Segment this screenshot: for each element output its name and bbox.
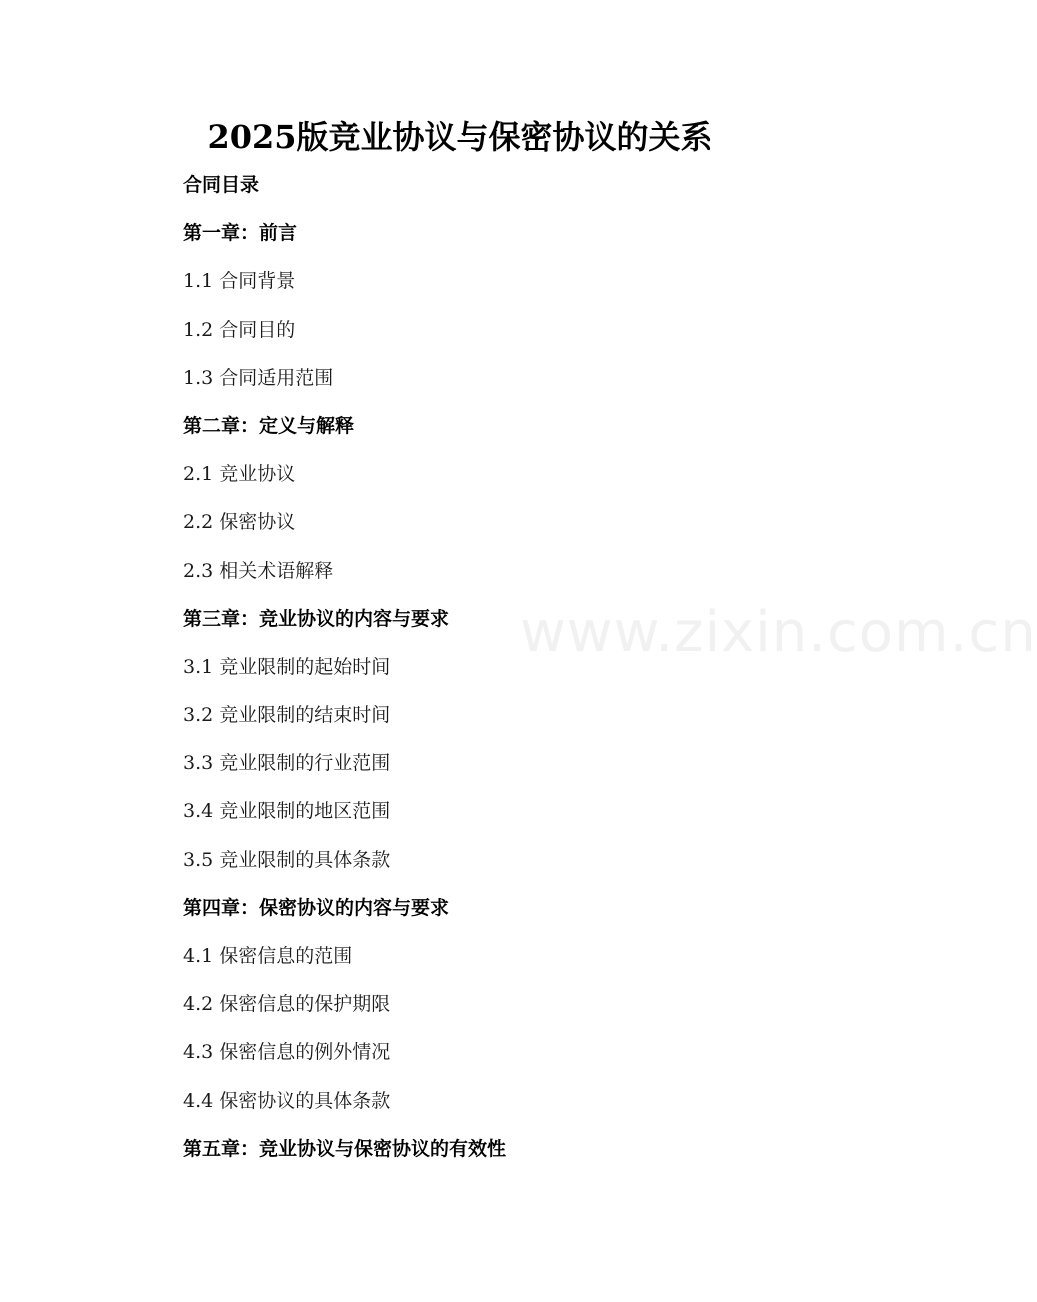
toc-section: 1.3 合同适用范围: [183, 366, 334, 389]
toc-heading: 合同目录: [183, 174, 260, 196]
toc-chapter: 第二章：定义与解释: [183, 414, 355, 437]
toc-section: 4.1 保密信息的范围: [183, 945, 353, 967]
toc-section: 2.2 保密协议: [183, 511, 296, 534]
toc-section: 2.1 竞业协议: [183, 463, 296, 486]
toc-section: 3.3 竞业限制的行业范围: [183, 752, 391, 775]
toc-chapter: 第四章：保密协议的内容与要求: [183, 896, 450, 919]
watermark: www.zixin.com.cn: [520, 600, 1037, 665]
toc-section: 3.5 竞业限制的具体条款: [183, 848, 391, 871]
document-title: 2025版竞业协议与保密协议的关系: [207, 118, 713, 156]
table-of-contents: [183, 168, 823, 1180]
toc-section: 1.2 合同目的: [183, 318, 296, 341]
toc-chapter: 第五章：竞业协议与保密协议的有效性: [183, 1137, 507, 1160]
toc-section: 3.2 竞业限制的结束时间: [183, 704, 391, 727]
toc-section: 3.4 竞业限制的地区范围: [183, 800, 391, 823]
toc-section: 4.3 保密信息的例外情况: [183, 1041, 391, 1064]
toc-section: 2.3 相关术语解释: [183, 559, 334, 582]
toc-section: 4.4 保密协议的具体条款: [183, 1089, 391, 1112]
toc-section: 3.1 竞业限制的起始时间: [183, 655, 391, 678]
toc-section: 1.1 合同背景: [183, 270, 296, 293]
toc-chapter: 第一章：前言: [183, 222, 298, 245]
toc-chapter: 第三章：竞业协议的内容与要求: [183, 607, 450, 630]
toc-section: 4.2 保密信息的保护期限: [183, 993, 391, 1016]
